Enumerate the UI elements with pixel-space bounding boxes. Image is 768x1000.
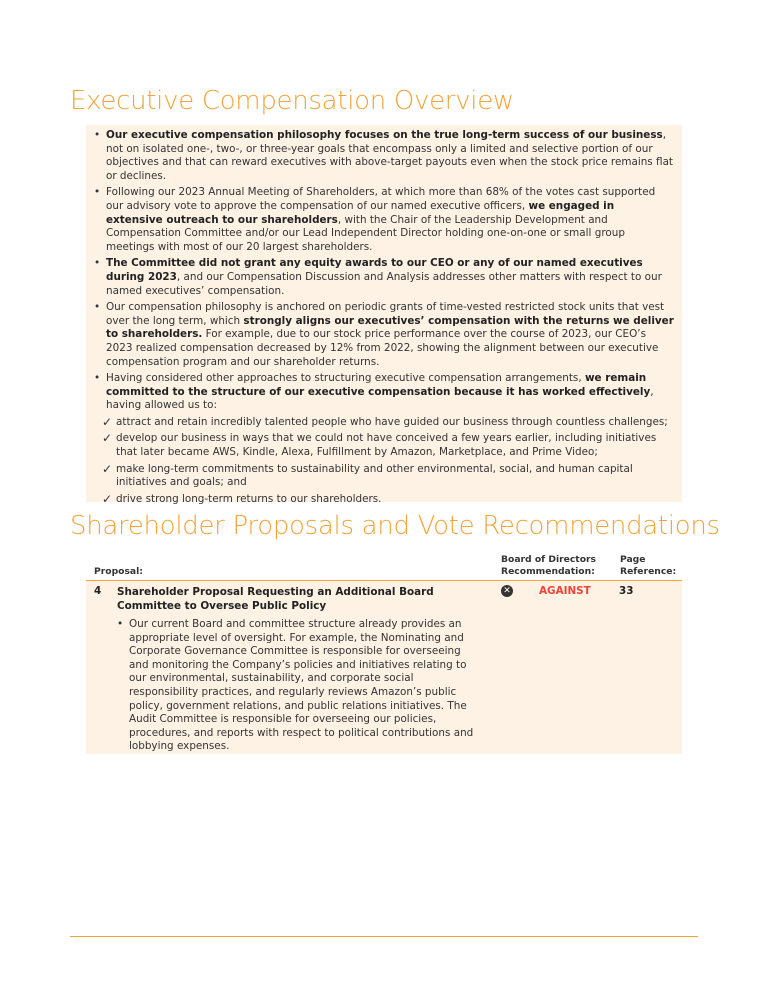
recommendation-value: AGAINST [539,585,591,597]
x-circle-icon: ✕ [501,585,513,597]
overview-bullet: • Following our 2023 Annual Meeting of Shareholders, at which more than 68% of the votes cast supported our advisory vote to approve the compensation of our named executive officers, we engaged in extensive outreach to our shareholders, with the Chair of the Leadership Development and Compensation Committee and/or our Lead Independent Director holding one-on-one or small group meetings with most of our 20 largest shareholders. [94,186,674,254]
section-title-executive-compensation: Executive Compensation Overview [70,86,514,116]
overview-bullet: • The Committee did not grant any equity awards to our CEO or any of our named executives during 2023, and our Compensation Discussion and Analysis addresses other matters with respect to our named executives’ compensation. [94,257,674,298]
checkmark-icon: ✓ [102,491,113,506]
checklist-item: ✓ attract and retain incredibly talented people who have guided our business through countless challenges; [102,414,668,429]
checkmark-icon: ✓ [102,431,113,446]
overview-bullet: • Our compensation philosophy is anchored on periodic grants of time-vested restricted stock units that vest over the long term, which strongly aligns our executives’ compensation with the returns we deliver to shareholders. For example, due to our stock price performance over the course of 2023, our CEO’s 2023 realized compensation decreased by 12% from 2022, showing the alignment between our executive compensation program and our shareholder returns. [94,301,674,369]
column-header-board-recommendation: Board of Directors Recommendation: [501,554,597,577]
overview-bullet: • Our executive compensation philosophy focuses on the true long-term success of our business, not on isolated one-, two-, or three-year goals that encompass only a limited and selective portion of our objectives and that can reward executives with above-target payouts even when the stock price remains flat or declines. [94,129,674,183]
checklist-item: ✓ develop our business in ways that we could not have conceived a few years earlier, including initiatives that later became AWS, Kindle, Alexa, Fulfillment by Amazon, Marketplace, and Prime Video; [102,431,657,459]
overview-panel [86,125,682,506]
proposal-rationale: • Our current Board and committee structure already provides an appropriate level of oversight. For example, the Nominating and Corporate Governance Committee is responsible for overseeing and monitoring the Company’s policies and initiatives relating to our environmental, sustainability, and corporate social responsibility practices, and regularly reviews Amazon’s public policy, government relations, and public relations initiatives. The Audit Committee is responsible for overseeing our policies, procedures, and reports with respect to political contributions and lobbying expenses. [117,618,479,754]
section-title-shareholder-proposals: Shareholder Proposals and Vote Recommendations [70,511,720,541]
column-header-page-reference: Page Reference: [620,554,677,577]
column-header-proposal: Proposal: [94,566,143,577]
page-reference-value: 33 [619,585,634,597]
checklist-item: ✓ drive strong long-term returns to our shareholders. [102,491,382,506]
checklist-item: ✓ make long-term commitments to sustainability and other environmental, social, and human capital initiatives and goals; and [102,461,633,489]
footer-divider [70,936,698,937]
proposal-title: Shareholder Proposal Requesting an Additional Board Committee to Oversee Public Policy [117,586,434,612]
checkmark-icon: ✓ [102,414,113,429]
proposal-row [86,580,682,754]
overview-bullet: • Having considered other approaches to structuring executive compensation arrangements, we remain committed to the structure of our executive compensation because it has worked effectively, having allowed us to: [94,372,674,413]
proposal-number: 4 [94,585,102,597]
checkmark-icon: ✓ [102,461,113,476]
